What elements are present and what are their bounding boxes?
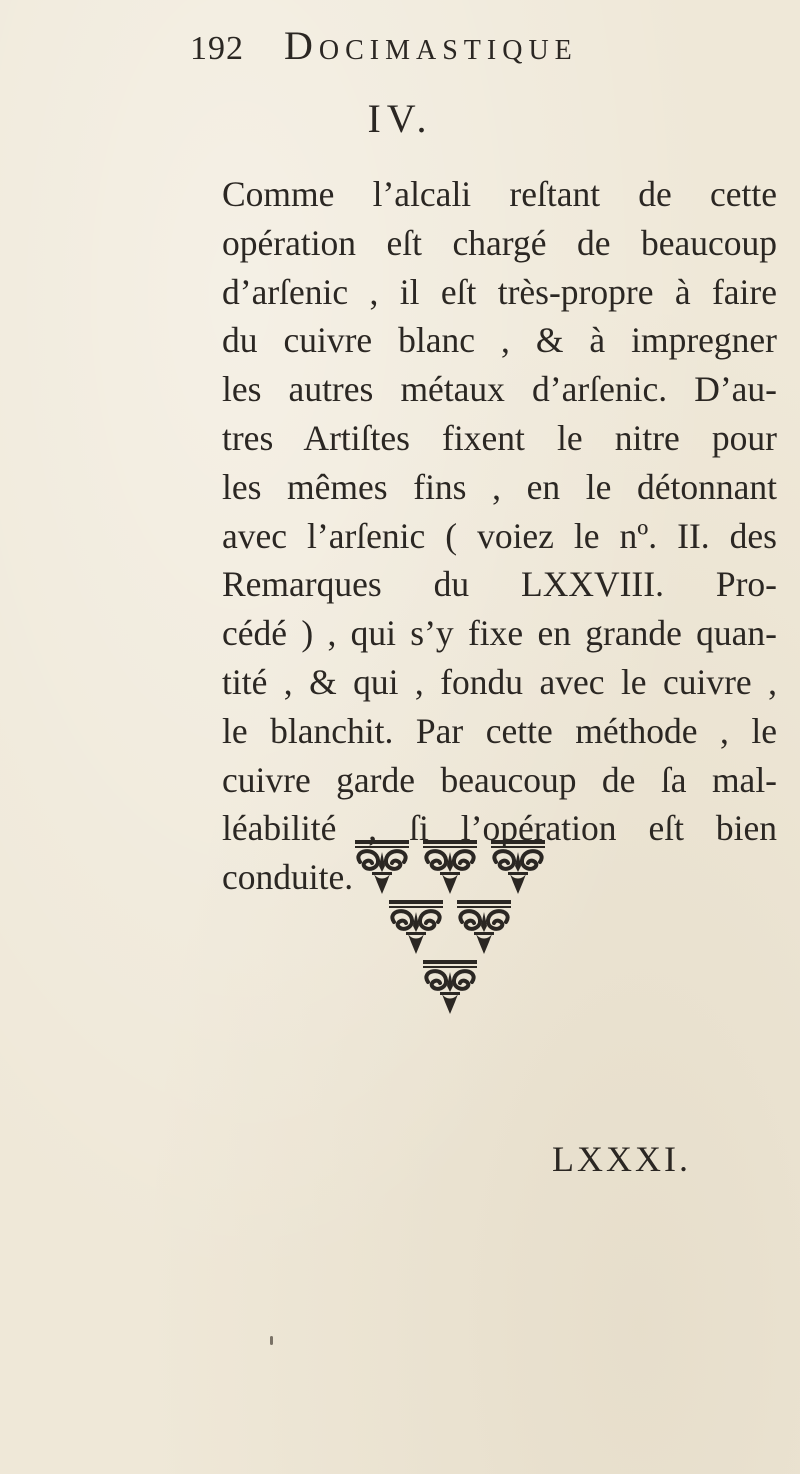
paper-speck [270,1336,273,1345]
text-line: tité , & qui , fondu avec le cuivre , [222,661,777,702]
text-line: Comme l’alcali reſtant de cette [222,174,777,214]
text-line: tres Artiſtes fixent le nitre pour [222,417,777,458]
text-line: conduite. [222,857,354,898]
text-line: les autres métaux d’arſenic. D’au- [222,369,777,410]
page-number: 192 [190,30,244,67]
text-line: Remarques du LXXVIII. Pro- [222,564,777,605]
text-line: d’arſenic , il eſt très-propre à faire [222,271,777,312]
text-line: les mêmes fins , en le détonnant [222,466,777,507]
running-head [190,22,690,82]
text-line: du cuivre blanc , & à impregner [222,320,777,361]
section-number: IV. [367,96,433,141]
text-line: le blanchit. Par cette méthode , le [222,710,777,751]
running-title: Docimastique [284,23,578,68]
text-line: avec l’arſenic ( voiez le nº. II. des [222,515,777,556]
text-line: léabilité , ſi l’opération eſt bien [222,808,777,849]
catchword: LXXXI. [552,1139,691,1179]
text-line: cuivre garde beaucoup de ſa mal- [222,759,777,800]
fleuron-triangle-icon [340,830,560,1030]
text-line: cédé ) , qui s’y fixe en grande quan- [222,613,777,654]
body-paragraph [222,170,777,902]
text-line: opération eſt chargé de beaucoup [222,222,777,263]
